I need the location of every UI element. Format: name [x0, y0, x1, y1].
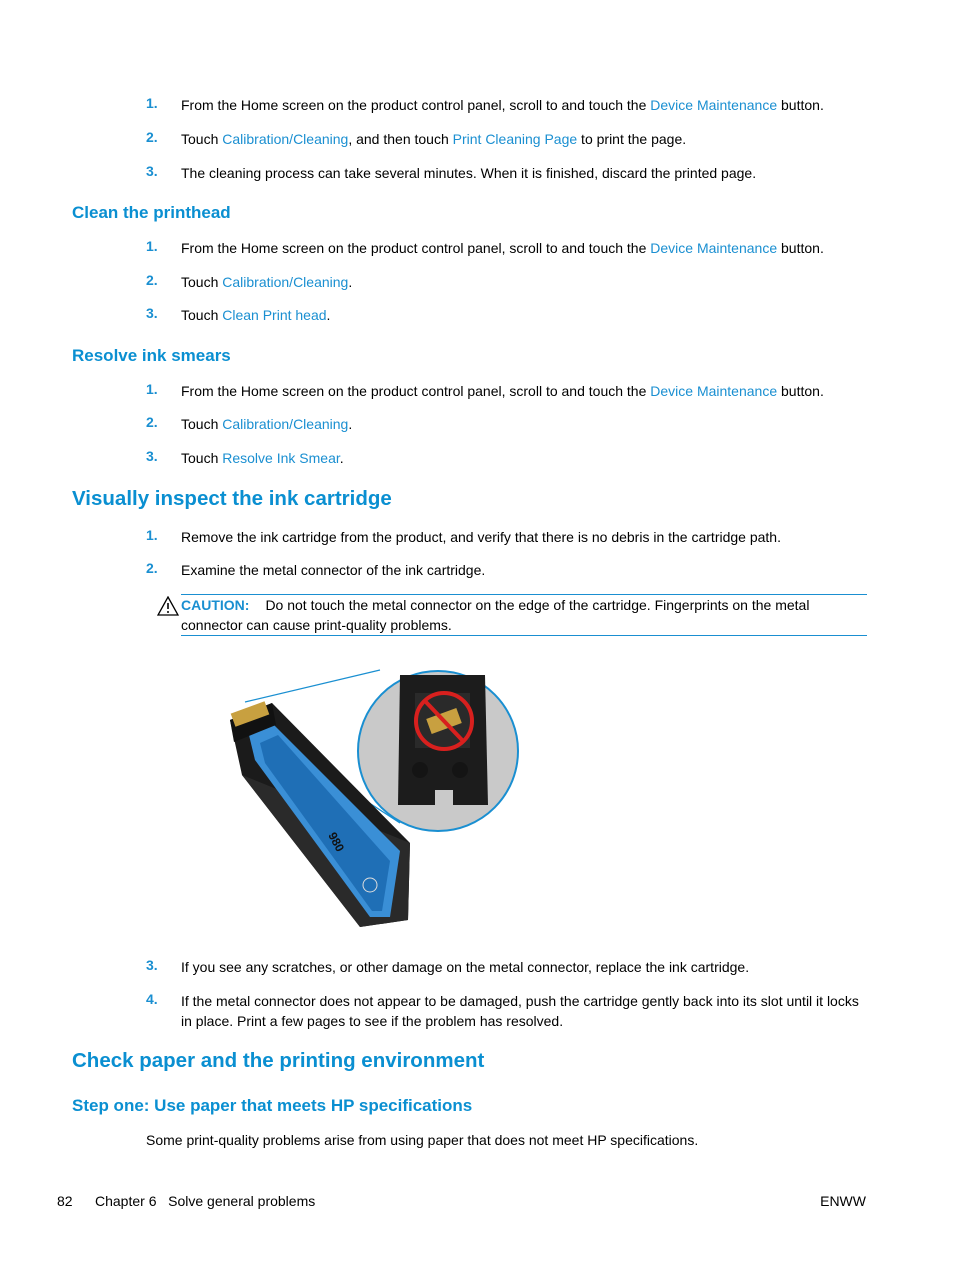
step-number: 2.	[146, 560, 158, 576]
calibration-cleaning-link[interactable]: Calibration/Cleaning	[222, 416, 349, 432]
step-text: From the Home screen on the product control panel, scroll to and touch the Device Maintenance button.	[181, 240, 824, 256]
calibration-cleaning-link[interactable]: Calibration/Cleaning	[222, 274, 349, 290]
device-maintenance-link[interactable]: Device Maintenance	[650, 240, 778, 256]
step-number: 1.	[146, 238, 158, 254]
step-text: From the Home screen on the product control panel, scroll to and touch the Device Maintenance button.	[181, 383, 824, 399]
resolve-ink-smear-link[interactable]: Resolve Ink Smear	[222, 450, 340, 466]
caution-text-block	[181, 595, 867, 635]
paper-heading: Check paper and the printing environment	[72, 1049, 485, 1072]
warning-icon	[157, 596, 179, 616]
device-maintenance-link[interactable]: Device Maintenance	[650, 97, 778, 113]
resolve-smears-heading: Resolve ink smears	[72, 346, 231, 365]
step-text: The cleaning process can take several minutes. When it is finished, discard the printed page.	[181, 165, 757, 181]
footer-right: ENWW	[820, 1193, 866, 1209]
step-number: 1.	[146, 527, 158, 543]
step-text: From the Home screen on the product control panel, scroll to and touch the Device Maintenance button.	[181, 97, 824, 113]
step-number: 3.	[146, 305, 158, 321]
calibration-cleaning-link[interactable]: Calibration/Cleaning	[222, 131, 349, 147]
step-text: Touch Resolve Ink Smear.	[181, 450, 344, 466]
step-number: 2.	[146, 272, 158, 288]
cartridge-number-label: 980	[325, 829, 348, 855]
step-number: 4.	[146, 991, 158, 1007]
step-number: 2.	[146, 129, 158, 145]
clean-print-head-link[interactable]: Clean Print head	[222, 307, 327, 323]
paper-subheading: Step one: Use paper that meets HP specifications	[72, 1096, 473, 1115]
device-maintenance-link[interactable]: Device Maintenance	[650, 383, 778, 399]
step-text: Remove the ink cartridge from the product, and verify that there is no debris in the cartridge path.	[181, 529, 781, 545]
caution-text: Do not touch the metal connector on the edge of the cartridge. Fingerprints on the metal connector can cause print-quality problems.	[181, 597, 810, 633]
step-number: 1.	[146, 95, 158, 111]
clean-printhead-heading: Clean the printhead	[72, 203, 231, 222]
step-text: If the metal connector does not appear to be damaged, push the cartridge gently back into its slot until it locks in place. Print a few pages to see if the problem has resolved.	[181, 993, 859, 1029]
step-number: 1.	[146, 381, 158, 397]
inspect-heading: Visually inspect the ink cartridge	[72, 487, 392, 510]
caution-box	[181, 594, 867, 636]
step-text: Touch Clean Print head.	[181, 307, 331, 323]
step-text: Examine the metal connector of the ink cartridge.	[181, 562, 486, 578]
step-text: If you see any scratches, or other damage on the metal connector, replace the ink cartridge.	[181, 959, 750, 975]
caution-label: CAUTION:	[181, 597, 250, 613]
step-number: 3.	[146, 957, 158, 973]
step-number: 3.	[146, 448, 158, 464]
paper-body: Some print-quality problems arise from using paper that does not meet HP specifications.	[146, 1132, 699, 1148]
step-number: 3.	[146, 163, 158, 179]
step-text: Touch Calibration/Cleaning, and then touch Print Cleaning Page to print the page.	[181, 131, 687, 147]
ink-cartridge-illustration	[220, 665, 525, 935]
step-text: Touch Calibration/Cleaning.	[181, 416, 353, 432]
step-text: Touch Calibration/Cleaning.	[181, 274, 353, 290]
chapter-label: Chapter 6 Solve general problems	[95, 1193, 316, 1209]
print-cleaning-page-link[interactable]: Print Cleaning Page	[452, 131, 578, 147]
page-number: 82	[57, 1193, 73, 1209]
step-number: 2.	[146, 414, 158, 430]
